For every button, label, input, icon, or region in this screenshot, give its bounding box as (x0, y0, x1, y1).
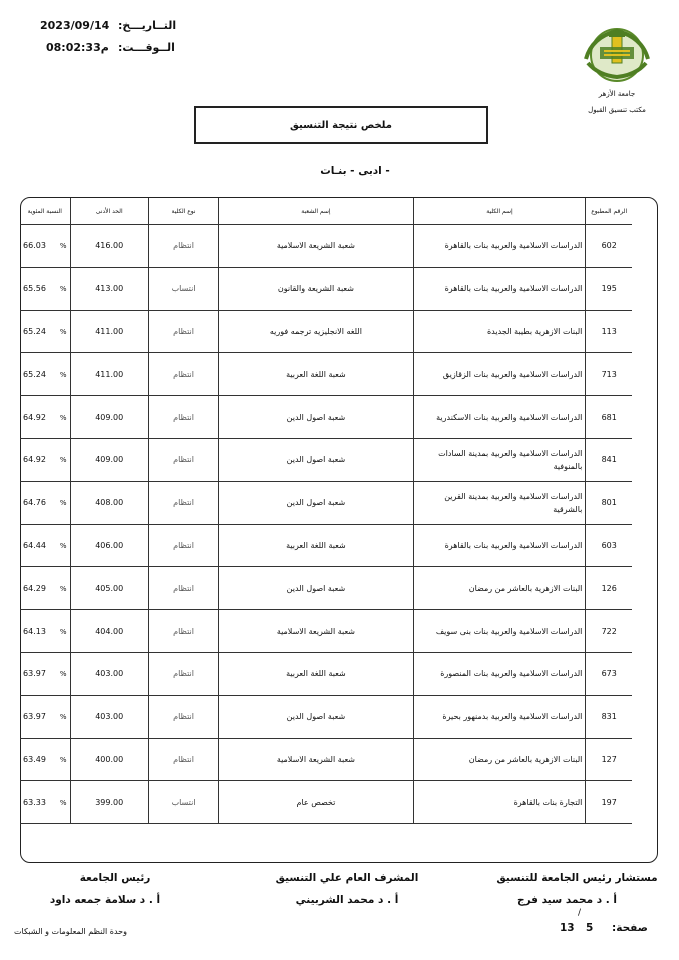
pct-sign: % (59, 285, 67, 294)
kind-cell: انتظام (148, 652, 218, 695)
grade-cell: 400.00 (70, 738, 148, 781)
table-row (20, 524, 632, 567)
code-cell: 127 (586, 738, 632, 781)
grade-cell: 403.00 (70, 652, 148, 695)
grade-cell: 406.00 (70, 524, 148, 567)
pct-value: 65.56 (23, 284, 46, 294)
pct-sign: % (59, 755, 67, 764)
table-row (20, 695, 632, 738)
pct-value: 64.92 (23, 455, 46, 465)
pct-sign: % (59, 670, 67, 679)
college-cell: البنات الازهرية بالعاشر من رمضان (413, 567, 586, 610)
college-cell: الدراسات الاسلامية والعربية بمدينة السادات بالمنوفية (413, 438, 586, 481)
grade-cell: 399.00 (70, 781, 148, 824)
pct-sign: % (59, 242, 67, 251)
date-label: التــاريـــخ: (118, 19, 177, 32)
pct-sign: % (59, 413, 67, 422)
report-subtitle: - ادبى - بنـات (320, 165, 390, 177)
pct-value: 63.33 (23, 797, 46, 807)
code-cell: 126 (586, 567, 632, 610)
branch-cell: شعبة الشريعة الاسلامية (219, 610, 413, 653)
pct-cell (20, 481, 70, 524)
time-label: الــوقـــت: (118, 41, 175, 54)
table-row (20, 567, 632, 610)
kind-cell: انتساب (148, 781, 218, 824)
sig-center-name: أ . د محمد الشربيني (295, 894, 399, 906)
table-row (20, 652, 632, 695)
code-cell: 722 (586, 610, 632, 653)
pct-value: 65.24 (23, 369, 46, 379)
table-row (20, 396, 632, 439)
pct-sign: % (59, 456, 67, 465)
table-header-row (20, 198, 632, 225)
kind-cell: انتظام (148, 225, 218, 268)
table-row (20, 738, 632, 781)
grade-cell: 411.00 (70, 310, 148, 353)
code-cell: 603 (586, 524, 632, 567)
branch-cell: شعبة الشريعة والقانون (219, 267, 413, 310)
pct-cell (20, 267, 70, 310)
grade-cell: 411.00 (70, 353, 148, 396)
branch-cell: شعبة اصول الدين (219, 396, 413, 439)
pct-sign: % (59, 713, 67, 722)
college-cell: الدراسات الاسلامية والعربية بنات الزقازيق (413, 353, 586, 396)
code-cell: 673 (586, 652, 632, 695)
branch-cell: شعبة الشريعة الاسلامية (219, 225, 413, 268)
table-row (20, 267, 632, 310)
grade-cell: 403.00 (70, 695, 148, 738)
kind-cell: انتظام (148, 310, 218, 353)
table-row (20, 481, 632, 524)
grade-cell: 404.00 (70, 610, 148, 653)
pct-value: 63.49 (23, 754, 46, 764)
code-cell: 831 (586, 695, 632, 738)
header-pct: النسبة المئوية (20, 198, 70, 225)
results-table (20, 198, 632, 824)
pct-cell (20, 695, 70, 738)
pct-cell (20, 396, 70, 439)
college-cell: البنات الازهرية بالعاشر من رمضان (413, 738, 586, 781)
branch-cell: شعبة اللغة العربية (219, 652, 413, 695)
kind-cell: انتظام (148, 353, 218, 396)
grade-cell: 408.00 (70, 481, 148, 524)
header-kind: نوع الكلية (148, 198, 218, 225)
pct-cell (20, 567, 70, 610)
branch-cell: شعبة اصول الدين (219, 567, 413, 610)
kind-cell: انتظام (148, 610, 218, 653)
branch-cell: شعبة اصول الدين (219, 438, 413, 481)
pct-cell (20, 610, 70, 653)
header-grade: الحد الأدنى (70, 198, 148, 225)
pct-sign: % (59, 627, 67, 636)
college-cell: الدراسات الاسلامية والعربية بنات بنى سويف (413, 610, 586, 653)
kind-cell: انتظام (148, 567, 218, 610)
table-row (20, 438, 632, 481)
college-cell: الدراسات الاسلامية والعربية بنات بالقاهرة (413, 524, 586, 567)
code-cell: 681 (586, 396, 632, 439)
pct-sign: % (59, 327, 67, 336)
pct-value: 65.24 (23, 326, 46, 336)
grade-cell: 409.00 (70, 438, 148, 481)
org-name: جامعة الأزهر (598, 90, 636, 98)
code-cell: 197 (586, 781, 632, 824)
kind-cell: انتظام (148, 396, 218, 439)
kind-cell: انتظام (148, 695, 218, 738)
report-title-box (194, 106, 488, 144)
branch-cell: تخصص عام (219, 781, 413, 824)
college-cell: التجارة بنات بالقاهرة (413, 781, 586, 824)
college-cell: الدراسات الاسلامية والعربية بمدينة القرين بالشرقية (413, 481, 586, 524)
table-row (20, 610, 632, 653)
header-college: إسم الكلية (413, 198, 586, 225)
pct-cell (20, 738, 70, 781)
time-value: 08:02:33م (46, 41, 109, 54)
code-cell: 713 (586, 353, 632, 396)
pct-cell (20, 353, 70, 396)
pct-cell (20, 438, 70, 481)
pct-cell (20, 225, 70, 268)
branch-cell: شعبة الشريعة الاسلامية (219, 738, 413, 781)
pct-sign: % (59, 584, 67, 593)
pct-value: 64.13 (23, 626, 46, 636)
org-office: مكتب تنسيق القبول (588, 106, 646, 114)
pct-sign: % (59, 499, 67, 508)
grade-cell: 416.00 (70, 225, 148, 268)
kind-cell: انتساب (148, 267, 218, 310)
college-cell: الدراسات الاسلامية والعربية بنات بالقاهرة (413, 267, 586, 310)
page-label: صفحة: (612, 922, 648, 934)
college-cell: الدراسات الاسلامية والعربية بدمنهور بحيرة (413, 695, 586, 738)
table-row (20, 781, 632, 824)
sig-right-title: مستشار رئيس الجامعة للتنسيق (496, 872, 658, 884)
pct-value: 63.97 (23, 712, 46, 722)
college-cell: البنات الازهرية بطيبة الجديدة (413, 310, 586, 353)
pct-value: 64.29 (23, 583, 46, 593)
college-cell: الدراسات الاسلامية والعربية بنات المنصورة (413, 652, 586, 695)
branch-cell: شعبة اللغة العربية (219, 353, 413, 396)
table-row (20, 310, 632, 353)
sig-left-title: رئيس الجامعة (79, 872, 151, 884)
table-row (20, 225, 632, 268)
pct-sign: % (59, 541, 67, 550)
college-cell: الدراسات الاسلامية والعربية بنات بالقاهرة (413, 225, 586, 268)
grade-cell: 409.00 (70, 396, 148, 439)
kind-cell: انتظام (148, 738, 218, 781)
grade-cell: 413.00 (70, 267, 148, 310)
branch-cell: اللغه الانجليزيه ترجمه فوريه (219, 310, 413, 353)
pct-value: 63.97 (23, 669, 46, 679)
branch-cell: شعبة اصول الدين (219, 481, 413, 524)
pct-value: 64.92 (23, 412, 46, 422)
sig-left-name: أ . د سلامة جمعه داود (49, 894, 161, 906)
code-cell: 195 (586, 267, 632, 310)
university-logo (578, 25, 656, 83)
code-cell: 801 (586, 481, 632, 524)
code-cell: 841 (586, 438, 632, 481)
branch-cell: شعبة اللغة العربية (219, 524, 413, 567)
sig-right-name: أ . د محمد سيد فرج (516, 894, 618, 906)
pct-value: 64.76 (23, 498, 46, 508)
grade-cell: 405.00 (70, 567, 148, 610)
kind-cell: انتظام (148, 481, 218, 524)
report-title: ملخص نتيجة التنسيق (290, 119, 392, 131)
page-current: 5 (586, 922, 594, 934)
table-row (20, 353, 632, 396)
pct-value: 64.44 (23, 540, 46, 550)
pct-sign: % (59, 798, 67, 807)
branch-cell: شعبة اصول الدين (219, 695, 413, 738)
code-cell: 602 (586, 225, 632, 268)
footer-unit: وحدة النظم المعلومات و الشبكات (14, 927, 127, 936)
header-branch: إسم الشعبة (219, 198, 413, 225)
date-value: 2023/09/14 (40, 19, 110, 32)
header-code: الرقم المطبوع (586, 198, 632, 225)
pct-sign: % (59, 370, 67, 379)
kind-cell: انتظام (148, 438, 218, 481)
pct-cell (20, 310, 70, 353)
page-separator: / (578, 908, 582, 918)
pct-cell (20, 781, 70, 824)
college-cell: الدراسات الاسلامية والعربية بنات الاسكندرية (413, 396, 586, 439)
page-total: 13 (560, 922, 575, 934)
kind-cell: انتظام (148, 524, 218, 567)
pct-cell (20, 652, 70, 695)
pct-value: 66.03 (23, 241, 46, 251)
pct-cell (20, 524, 70, 567)
sig-center-title: المشرف العام علي التنسيق (275, 872, 419, 884)
code-cell: 113 (586, 310, 632, 353)
